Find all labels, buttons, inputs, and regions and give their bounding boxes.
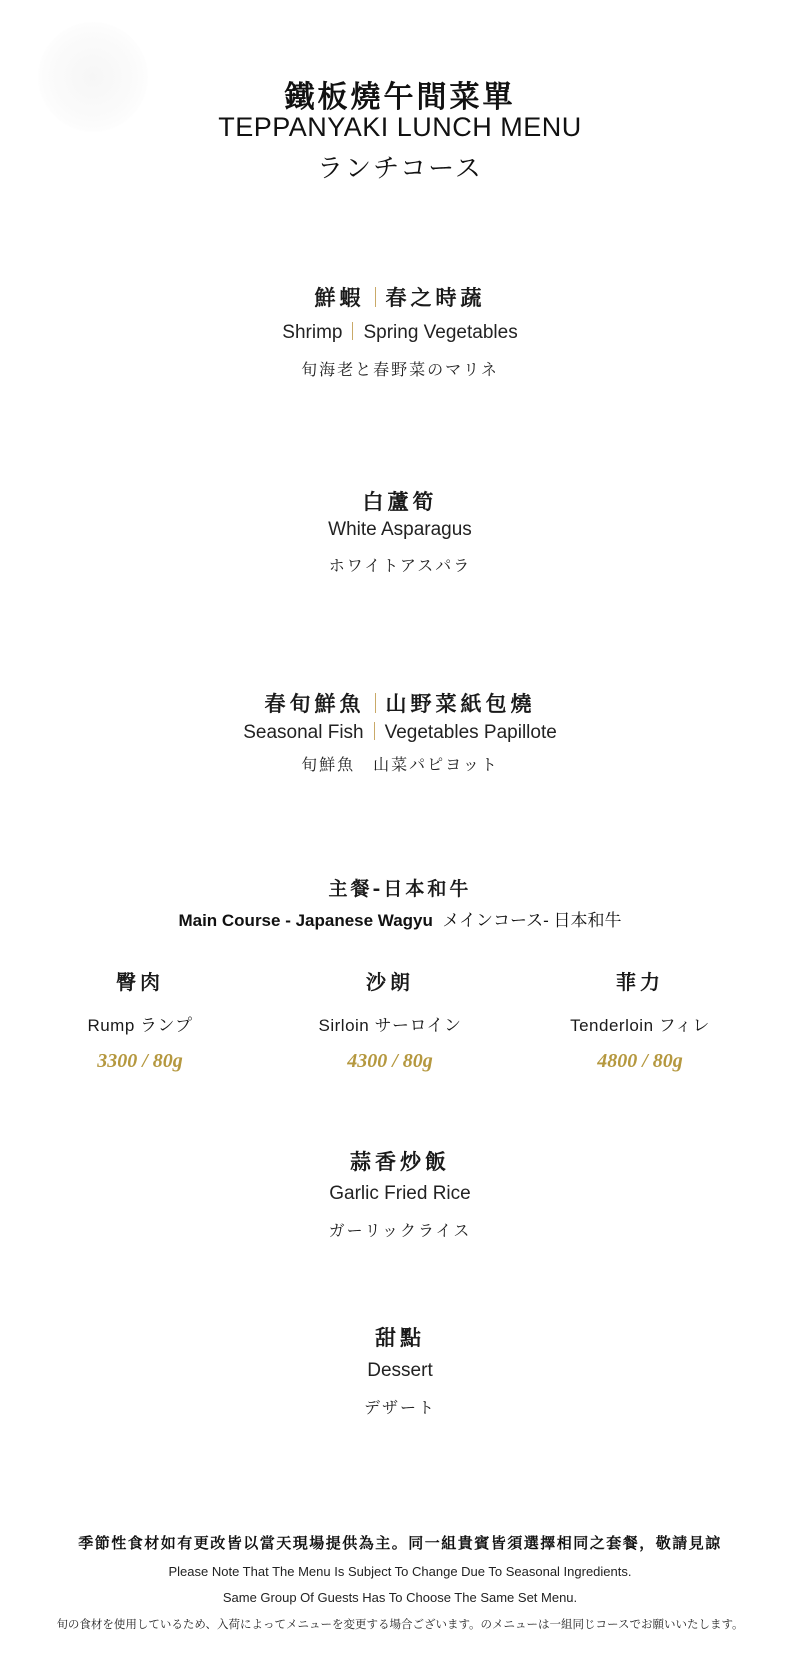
course-2-japanese: ホワイトアスパラ [328, 556, 472, 575]
course-3-en-b: Vegetables Papillote [384, 722, 557, 744]
cut-sirloin-price: 4300 / 80g [347, 1050, 433, 1072]
note-chinese: 季節性食材如有更改皆以當天現場提供為主。同一組貴賓皆須選擇相同之套餐，敬請見諒 [78, 1534, 722, 1552]
course-2-chinese: 白蘆筍 [362, 489, 438, 514]
cut-tenderloin [520, 966, 760, 1073]
course-1-en-a: Shrimp [282, 322, 343, 344]
course-1-chinese [0, 282, 800, 312]
divider [375, 693, 376, 713]
note-english-1: Please Note That The Menu Is Subject To Change Due To Seasonal Ingredients. [168, 1564, 632, 1579]
course-3-en-a: Seasonal Fish [243, 722, 364, 744]
course-3-zh-b: 山野菜紙包燒 [385, 691, 536, 716]
note-japanese: 旬の食材を使用しているため、入荷によってメニューを変更する場合ございます。のメニューは一組同じコースでお願いいたします。 [56, 1617, 744, 1631]
cut-rump-price: 3300 / 80g [97, 1050, 183, 1072]
dessert-chinese: 甜點 [375, 1325, 425, 1350]
cut-rump [20, 966, 260, 1073]
menu-title-japanese: ランチコース [317, 154, 483, 184]
menu-title-english: TEPPANYAKI LUNCH MENU [218, 112, 582, 142]
rice-chinese: 蒜香炒飯 [350, 1149, 450, 1174]
main-course-english [0, 906, 800, 931]
course-3-zh-a: 春旬鮮魚 [264, 691, 365, 716]
course-1-japanese: 旬海老と春野菜のマリネ [301, 360, 499, 379]
rice-japanese: ガーリックライス [328, 1221, 472, 1240]
cut-sirloin-name: Sirloin サーロイン [318, 1016, 462, 1035]
cut-rump-name: Rump ランプ [87, 1016, 193, 1035]
main-course-ja: メインコース- 日本和牛 [442, 911, 622, 930]
course-1-english [0, 322, 800, 344]
cut-tenderloin-name: Tenderloin フィレ [570, 1016, 710, 1035]
divider [374, 722, 375, 740]
course-1-en-b: Spring Vegetables [363, 322, 518, 344]
course-1-zh-a: 鮮蝦 [314, 285, 365, 310]
cut-sirloin [270, 966, 510, 1073]
menu-title-chinese: 鐵板燒午間菜單 [284, 80, 516, 115]
course-2-english: White Asparagus [328, 519, 472, 540]
cut-rump-chinese: 臀肉 [116, 970, 164, 994]
course-3-chinese [0, 688, 800, 718]
rice-english: Garlic Fried Rice [329, 1183, 471, 1204]
course-3-english [0, 722, 800, 744]
cut-tenderloin-price: 4800 / 80g [597, 1050, 683, 1072]
main-course-chinese: 主餐-日本和牛 [328, 878, 472, 900]
dessert-japanese: デザート [363, 1398, 436, 1417]
cut-sirloin-chinese: 沙朗 [366, 970, 414, 994]
note-english-2: Same Group Of Guests Has To Choose The Same Set Menu. [222, 1590, 578, 1605]
main-course-en: Main Course - Japanese Wagyu [178, 911, 433, 930]
course-3-japanese: 旬鮮魚 山菜パピヨット [301, 755, 499, 774]
divider [375, 287, 376, 307]
divider [352, 322, 353, 340]
cut-tenderloin-chinese: 菲力 [616, 970, 664, 994]
dessert-english: Dessert [367, 1360, 433, 1381]
course-1-zh-b: 春之時蔬 [385, 285, 486, 310]
